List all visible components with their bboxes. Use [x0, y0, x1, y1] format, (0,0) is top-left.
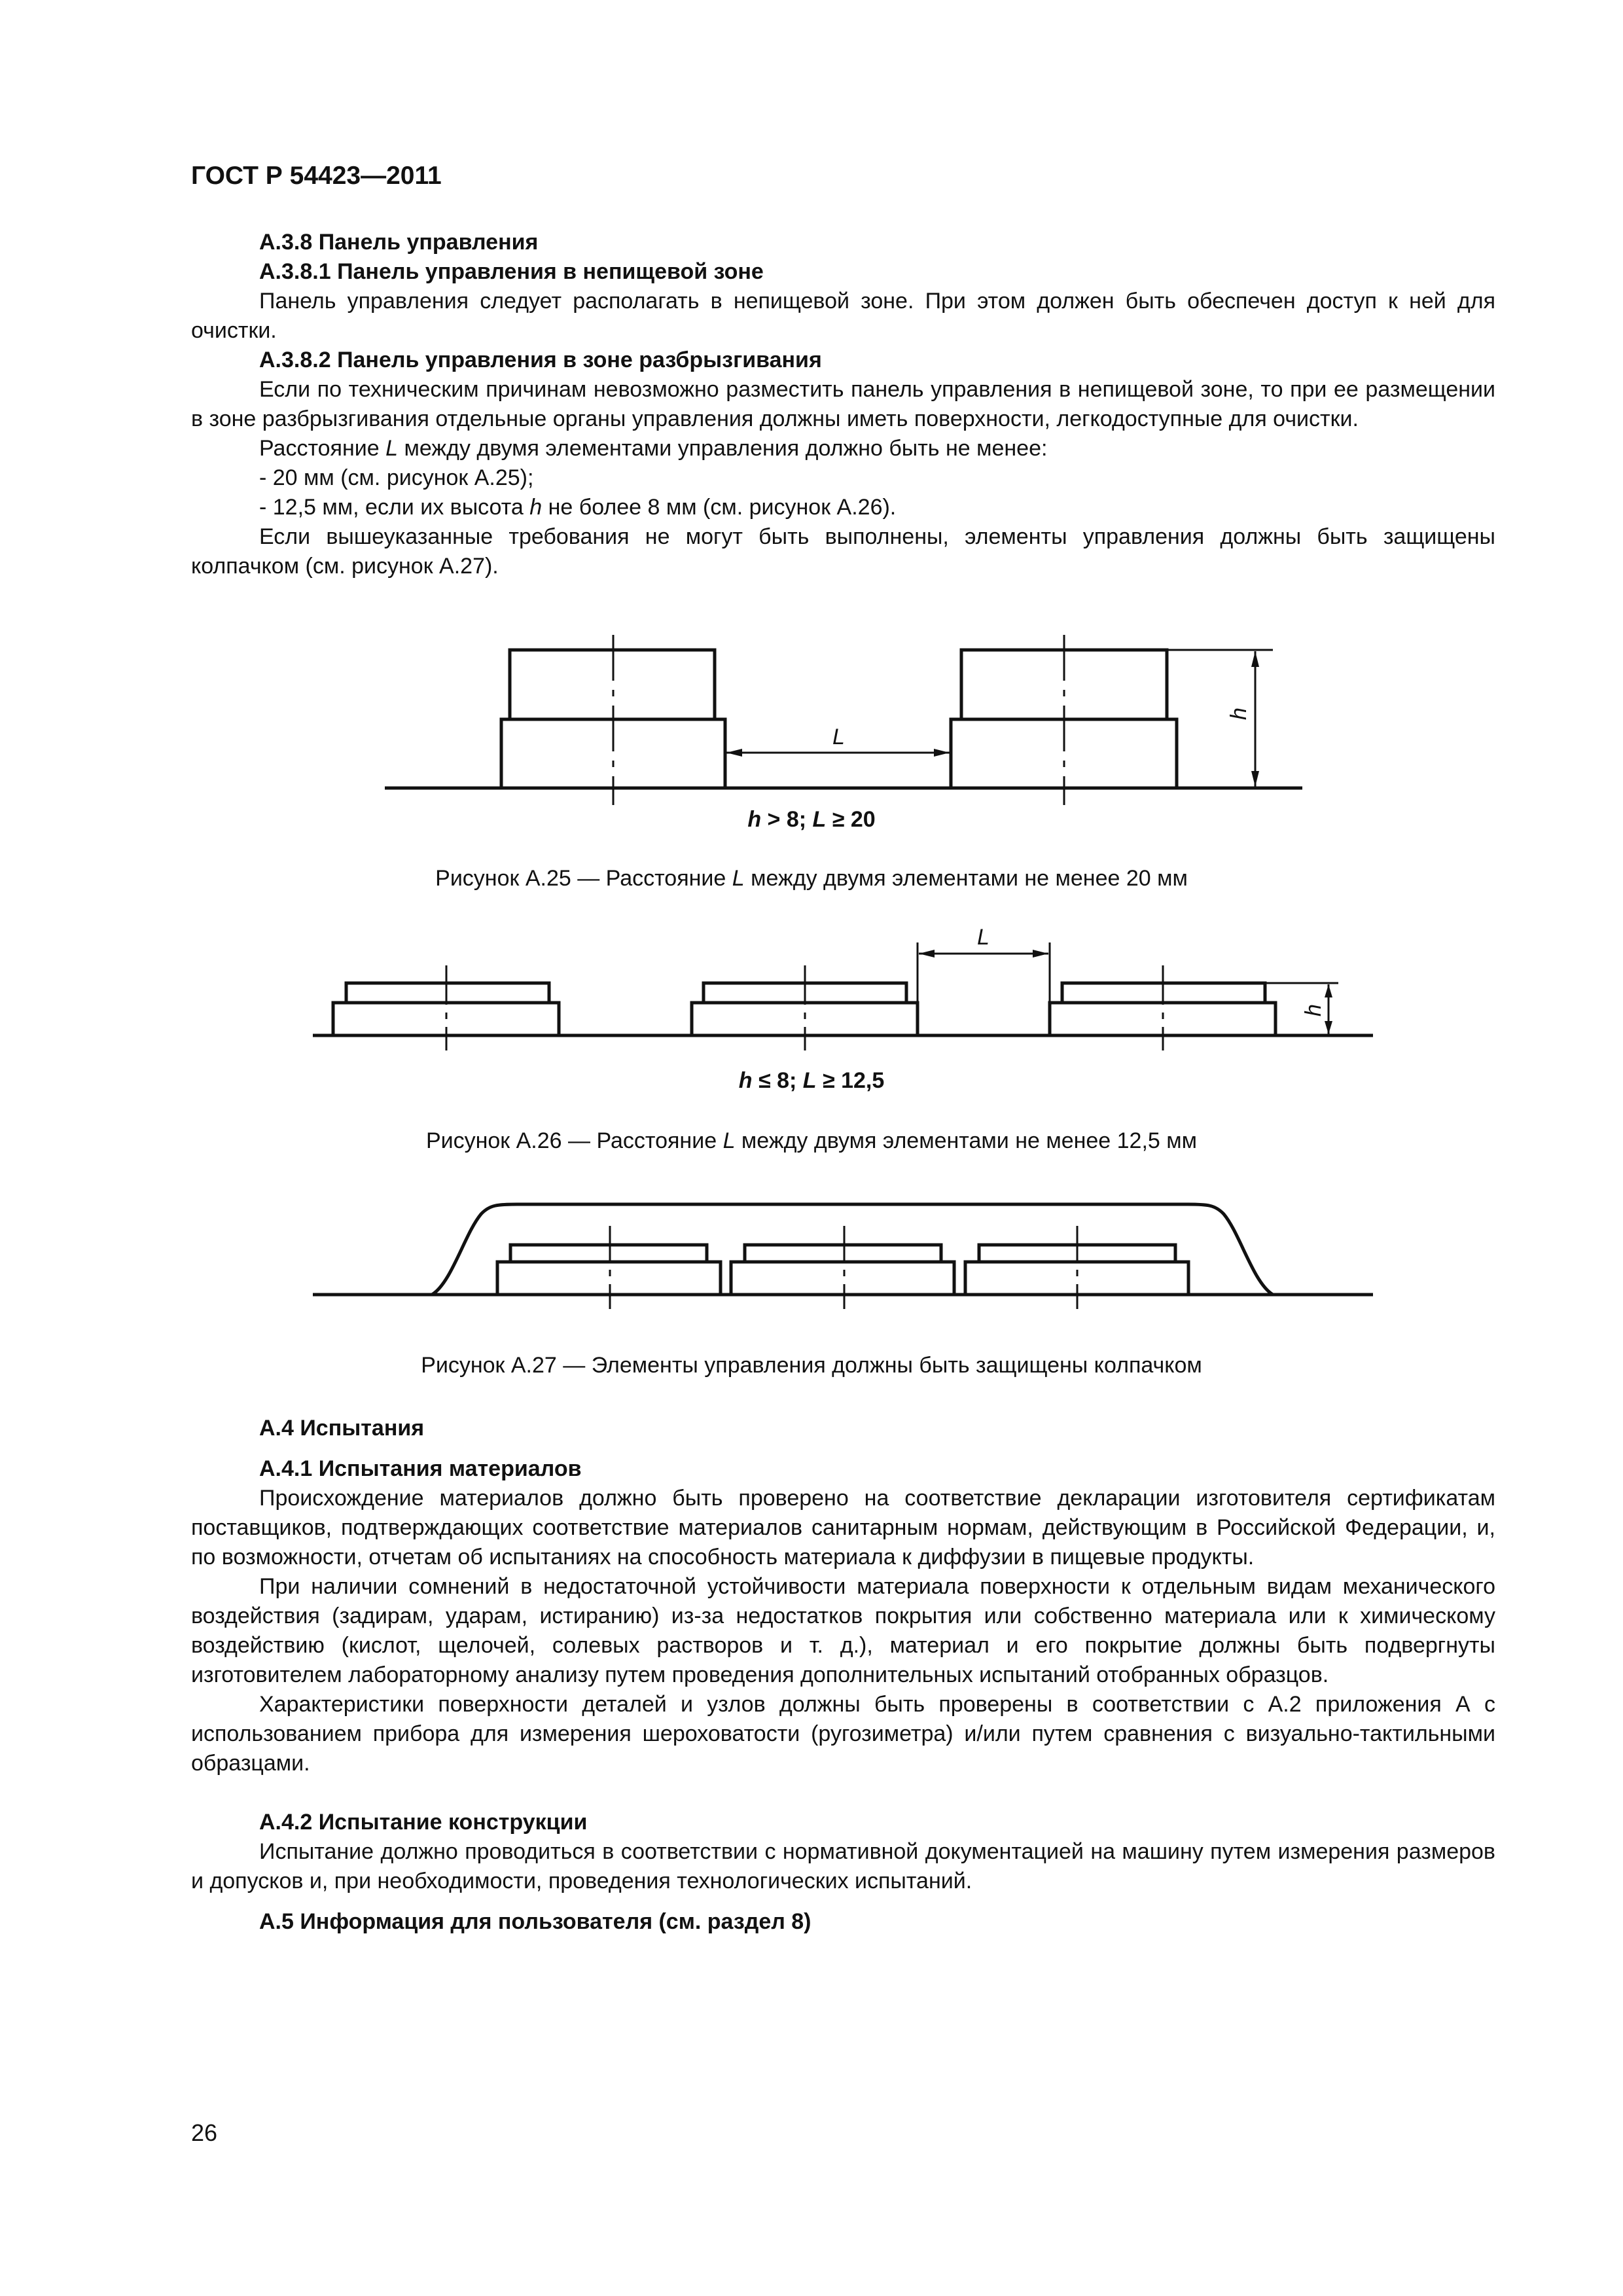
list-item [191, 493, 1495, 522]
section-a42-body [191, 1837, 1495, 1896]
section-a42-title: А.4.2 Испытание конструкции [259, 1810, 588, 1835]
element-top [510, 1245, 707, 1262]
section-a38-title: А.3.8 Панель управления [259, 230, 539, 255]
arrowhead [726, 749, 742, 757]
text: - 12,5 мм, если их высота [259, 495, 530, 520]
section-a382-body [191, 375, 1495, 581]
text: ≥ 20 [826, 807, 876, 832]
arrowhead [919, 950, 935, 958]
element-base [731, 1262, 954, 1295]
section-a41-body [191, 1484, 1495, 1778]
section-a381-body [191, 287, 1495, 346]
figure-a25-caption [0, 866, 1623, 891]
variable-L: L [385, 436, 399, 461]
figure-a27-caption: Рисунок А.27 — Элементы управления должны быть защищены колпачком [421, 1353, 1202, 1378]
document-id: ГОСТ Р 54423—2011 [191, 162, 442, 190]
element-top [346, 983, 549, 1003]
arrowhead [1033, 950, 1048, 958]
paragraph: Происхождение материалов должно быть проверено на соответствие декларации изготовителя сертификатам поставщиков, подтверждающих соответствие материалов санитарным нормам, действующим в Российской Федерации, и, по возможности, отчетам об испытаниях на способность материала к диффузии в пищевые продукты. [191, 1486, 1495, 1570]
text: между двумя элементами управления должно быть не менее: [398, 436, 1048, 461]
arrowhead [1325, 1021, 1332, 1034]
text: между двумя элементами не менее 12,5 мм [735, 1128, 1198, 1153]
section-a4-title: А.4 Испытания [259, 1416, 425, 1441]
dimension-L-label: L [832, 725, 845, 749]
arrowhead [1325, 984, 1332, 997]
figure-a26-condition [0, 1068, 1623, 1094]
list-item: - 20 мм (см. рисунок А.25); [259, 465, 534, 490]
figure-a26-caption [0, 1128, 1623, 1154]
element-top [745, 1245, 941, 1262]
text: > 8; [761, 807, 813, 832]
protective-cap [432, 1204, 1273, 1295]
paragraph: Если вышеуказанные требования не могут быть выполнены, элементы управления должны быть защищены колпачком (см. рисунок А.27). [191, 524, 1495, 579]
arrowhead [1251, 771, 1259, 787]
section-a41-title: А.4.1 Испытания материалов [259, 1456, 582, 1481]
variable-h: h [747, 807, 762, 832]
variable-L: L [732, 866, 745, 891]
figure-a25-condition [0, 807, 1623, 833]
section-a5-title: А.5 Информация для пользователя (см. раздел 8) [259, 1909, 812, 1934]
text: не более 8 мм (см. рисунок А.26). [542, 495, 897, 520]
variable-h: h [529, 495, 543, 520]
dimension-L-label: L [977, 925, 990, 950]
variable-L: L [722, 1128, 736, 1153]
paragraph [191, 434, 1495, 463]
section-a382-title: А.3.8.2 Панель управления в зоне разбрызгивания [259, 348, 822, 372]
paragraph: Панель управления следует располагать в непищевой зоне. При этом должен быть обеспечен доступ к ней для очистки. [191, 289, 1495, 343]
variable-h: h [738, 1068, 753, 1093]
dimension-h-label: h [1226, 708, 1251, 720]
figure-a27-drawing [0, 1194, 1623, 1325]
text: ≥ 12,5 [816, 1068, 885, 1093]
text: Рисунок А.25 — Расстояние [435, 866, 732, 891]
variable-L: L [812, 807, 827, 832]
paragraph: При наличии сомнений в недостаточной устойчивости материала поверхности к отдельным видам механического воздействия (задирам, ударам, истиранию) из-за недостатков покрытия или собственно материала или к химическому воздействию (кислот, щелочей, солевых растворов и т. д.), материал и его покрытие должны быть подвергнуты изготовителем лабораторному анализу путем проведения дополнительных испытаний отобранных образцов. [191, 1574, 1495, 1687]
figure-a25-drawing [0, 628, 1623, 805]
dimension-h-label: h [1301, 1004, 1326, 1016]
section-a381-title: А.3.8.1 Панель управления в непищевой зоне [259, 259, 764, 284]
text: между двумя элементами не менее 20 мм [744, 866, 1188, 891]
text: Рисунок А.26 — Расстояние [425, 1128, 723, 1153]
text: Расстояние [259, 436, 386, 461]
paragraph: Характеристики поверхности деталей и узлов должны быть проверены в соответствии с А.2 приложения А с использованием прибора для измерения шероховатости (ругозиметра) и/или путем сравнения с визуально-тактильными образцами. [191, 1692, 1495, 1776]
page-number: 26 [191, 2119, 218, 2146]
variable-L: L [802, 1068, 817, 1093]
arrowhead [1251, 651, 1259, 667]
text: ≤ 8; [752, 1068, 803, 1093]
arrowhead [934, 749, 950, 757]
paragraph: Испытание должно проводиться в соответствии с нормативной документацией на машину путем измерения размеров и допусков и, при необходимости, проведения технологических испытаний. [191, 1839, 1495, 1893]
paragraph: Если по техническим причинам невозможно разместить панель управления в непищевой зоне, то при ее размещении в зоне разбрызгивания отдельные органы управления должны иметь поверхности, легкодоступные для очистки. [191, 377, 1495, 431]
